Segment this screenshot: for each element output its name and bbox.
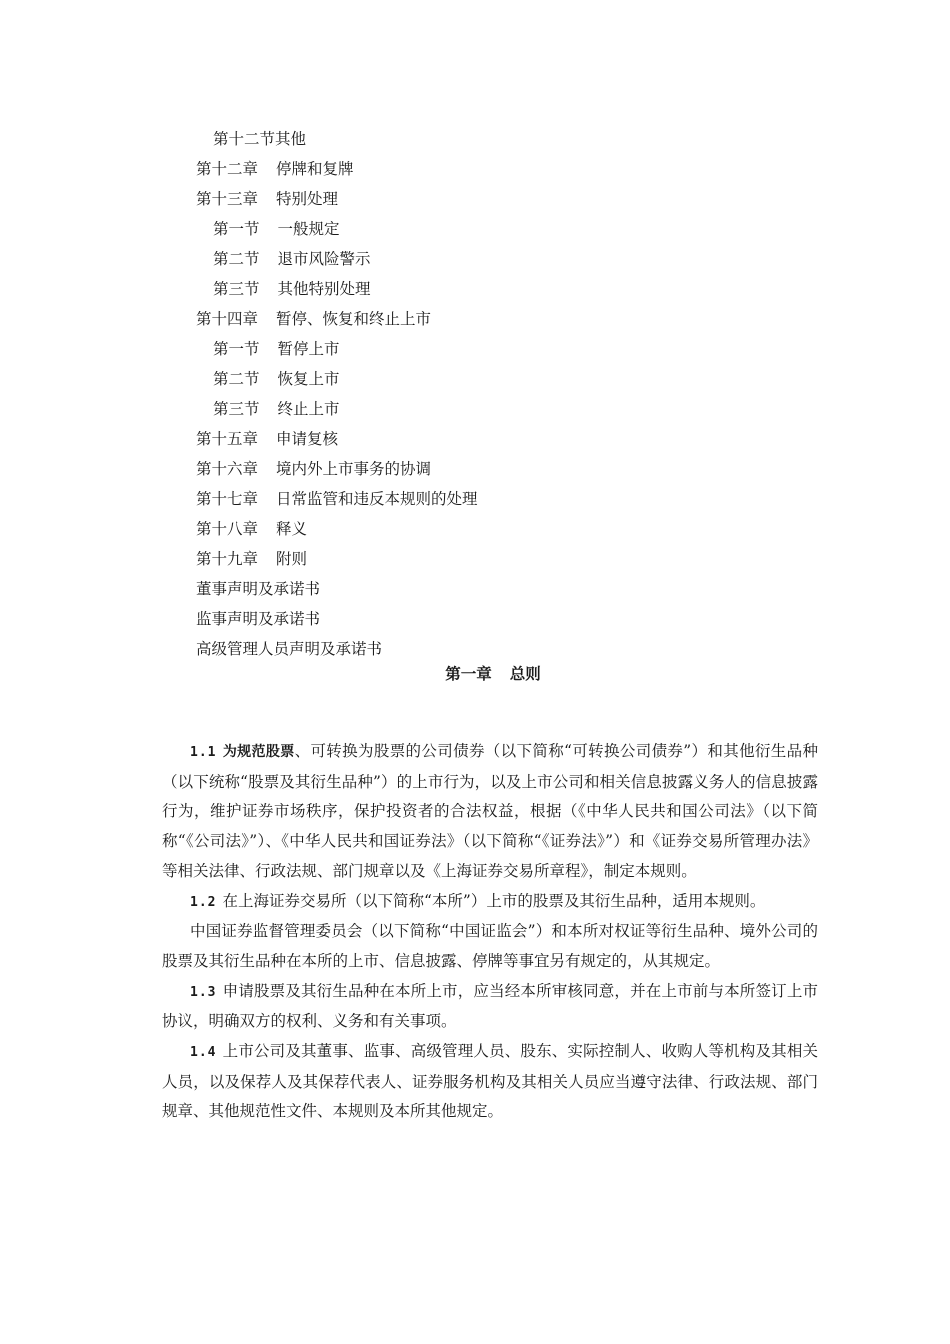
toc-entry-number: 第三节 [213, 280, 260, 298]
toc-entry [196, 544, 816, 574]
toc-entry-title: 特别处理 [276, 190, 339, 208]
toc-entry [196, 154, 816, 184]
toc-entry-title: 附则 [276, 550, 308, 568]
toc-entry-title: 其他特别处理 [277, 280, 371, 298]
clause-number: 1.1 [190, 745, 217, 760]
toc-entry [196, 124, 816, 154]
clause-text: 中国证券监督管理委员会（以下简称“中国证监会”）和本所对权证等衍生品种、境外公司的股票及其衍生品种在本所的上市、信息披露、停牌等事宜另有规定的，从其规定。 [162, 922, 818, 970]
toc-entry-number: 高级管理人员声明及承诺书 [196, 640, 383, 658]
toc-entry-title: 释义 [276, 520, 308, 538]
toc-entry [196, 334, 816, 364]
chapter-number: 第一章 [445, 664, 492, 683]
clause-number: 1.3 [190, 984, 217, 1000]
toc-entry-number: 第十三章 [196, 190, 259, 208]
clause-paragraph [162, 1037, 818, 1127]
toc-entry-number: 第二节 [213, 250, 260, 268]
toc-entry-title: 退市风险警示 [277, 250, 371, 268]
toc-entry-number: 第十七章 [196, 490, 259, 508]
toc-entry-title: 终止上市 [277, 400, 340, 418]
toc-entry-number: 第十五章 [196, 430, 259, 448]
toc-entry [196, 424, 816, 454]
table-of-contents [196, 124, 816, 664]
clause-text: 上市公司及其董事、监事、高级管理人员、股东、实际控制人、收购人等机构及其相关人员，以及保荐人及其保荐代表人、证券服务机构及其相关人员应当遵守法律、行政法规、部门规章、其他规范性文件、本规则及本所其他规定。 [162, 1042, 818, 1121]
toc-entry-number: 第一节 [213, 220, 260, 238]
toc-entry-title: 申请复核 [276, 430, 339, 448]
toc-entry-number: 第十四章 [196, 310, 259, 328]
clause-paragraph [162, 977, 818, 1037]
toc-entry-number: 第三节 [213, 400, 260, 418]
toc-entry [196, 304, 816, 334]
toc-entry [196, 214, 816, 244]
toc-entry-title: 日常监管和违反本规则的处理 [276, 490, 478, 508]
toc-entry [196, 244, 816, 274]
toc-entry-number: 第十九章 [196, 550, 259, 568]
clause-text: 在上海证券交易所（以下简称“本所”）上市的股票及其衍生品种，适用本规则。 [222, 891, 766, 910]
toc-entry [196, 364, 816, 394]
toc-entry [196, 514, 816, 544]
clause-paragraph [162, 887, 818, 918]
toc-entry-title: 恢复上市 [277, 370, 340, 388]
chapter-title: 总则 [509, 664, 541, 683]
clause-number: 1.4 [190, 1045, 217, 1061]
clause-paragraph [162, 917, 818, 976]
toc-entry-title: 停牌和复牌 [276, 160, 354, 178]
chapter-body [162, 737, 818, 1127]
toc-entry-number: 第十二节其他 [213, 130, 307, 148]
clause-number: 1.2 [190, 894, 217, 910]
clause-text: 、可转换为股票的公司债券（以下简称“可转换公司债券”）和其他衍生品种（以下统称“股票及其衍生品种”）的上市行为，以及上市公司和相关信息披露义务人的信息披露行为，维护证券市场秩序，保护投资者的合法权益，根据（《中华人民共和国公司法》（以下简称“《公司法》”）、《中华人民共和国证券法》（以下简称“《证券法》”）和《证券交易所管理办法》等相关法律、行政法规、部门规章以及《上海证券交易所章程》，制定本规则。 [162, 742, 818, 880]
clause-text: 申请股票及其衍生品种在本所上市，应当经本所审核同意，并在上市前与本所签订上市协议，明确双方的权利、义务和有关事项。 [162, 981, 818, 1031]
clause-lead-text: 为规范股票 [222, 744, 295, 760]
toc-entry [196, 454, 816, 484]
toc-entry [196, 394, 816, 424]
toc-entry-title: 暂停上市 [277, 340, 340, 358]
toc-entry-title: 暂停、恢复和终止上市 [276, 310, 432, 328]
toc-entry [196, 574, 816, 604]
toc-entry-number: 董事声明及承诺书 [196, 580, 321, 598]
toc-entry-number: 第十六章 [196, 460, 259, 478]
toc-entry-number: 第十八章 [196, 520, 259, 538]
toc-entry-number: 监事声明及承诺书 [196, 610, 321, 628]
toc-entry-number: 第二节 [213, 370, 260, 388]
toc-entry [196, 484, 816, 514]
chapter-heading [0, 660, 950, 688]
toc-entry-title: 境内外上市事务的协调 [276, 460, 432, 478]
toc-entry [196, 184, 816, 214]
toc-entry [196, 274, 816, 304]
toc-entry-number: 第十二章 [196, 160, 259, 178]
toc-entry-title: 一般规定 [277, 220, 340, 238]
toc-entry-number: 第一节 [213, 340, 260, 358]
clause-paragraph [162, 737, 818, 887]
toc-entry [196, 604, 816, 634]
